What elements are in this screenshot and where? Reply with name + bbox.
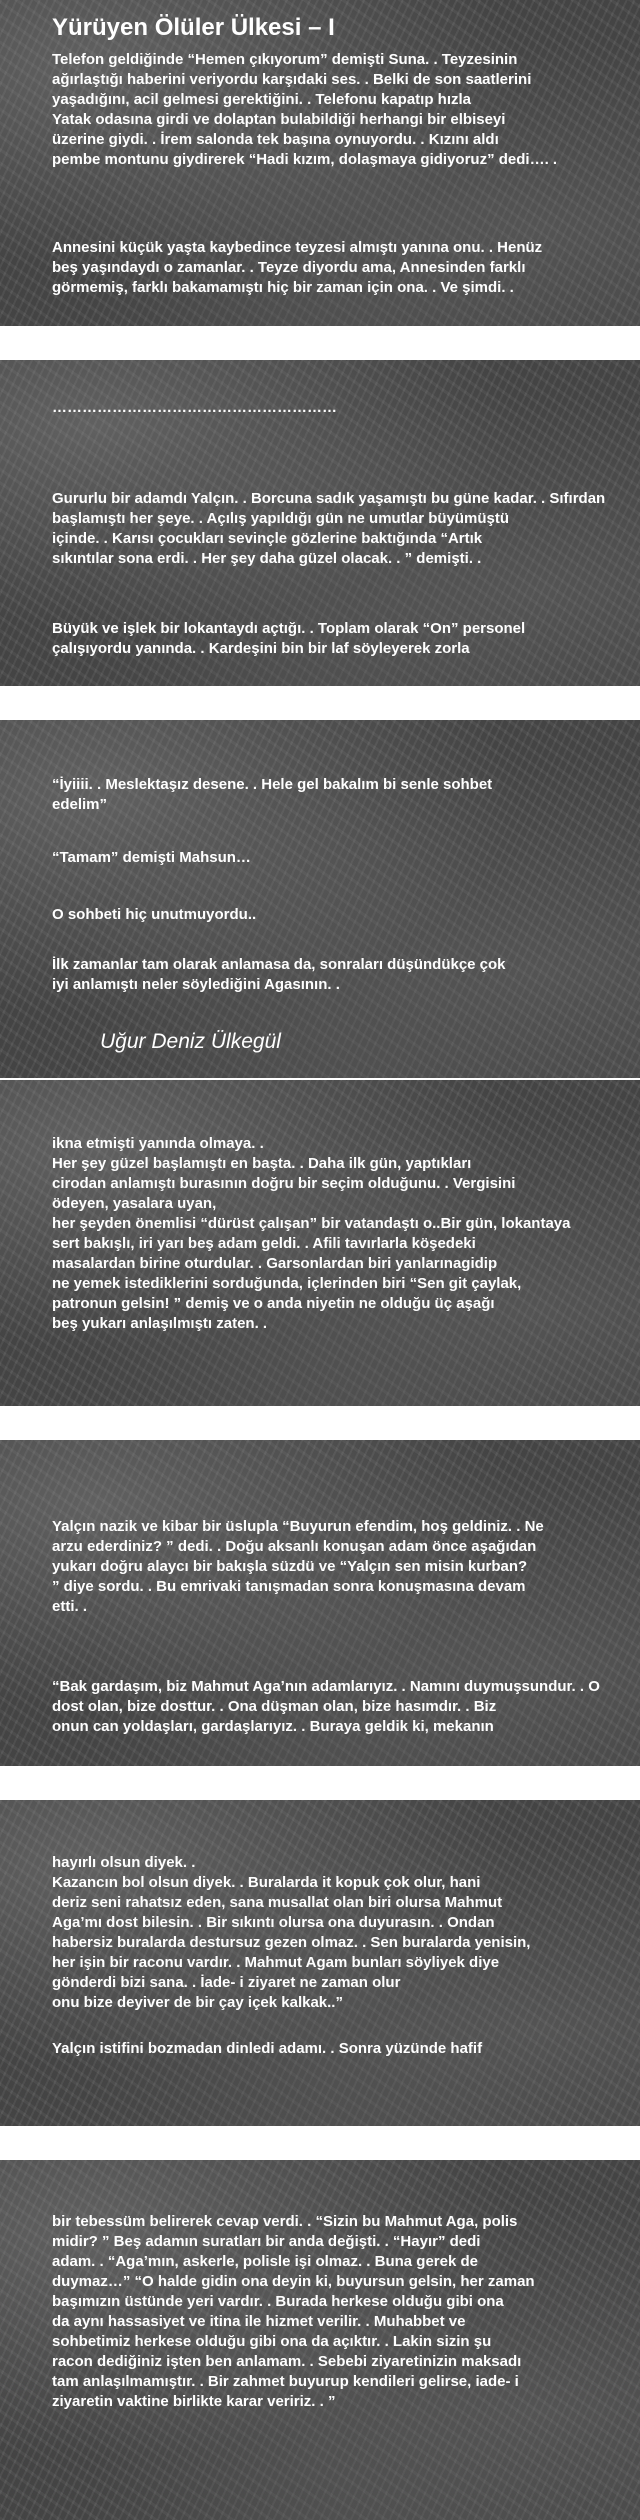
text-panel-7 (0, 2160, 640, 2520)
paragraph: bir tebessüm belirerek cevap verdi. . “Sizin bu Mahmut Aga, polis midir? ” Beş adamın suratları bir anda değişti. . “Hayır” dedi adam. . “Aga’mın, askerle, polisle işi olmaz. . Buna gerek de duymaz…” “O halde gidin ona deyin ki, buyursun gelsin, her zaman başımızın üstünde yeri vardır. . Burada herkese olduğu gibi ona da aynı hassasiyet ve itina ile hizmet verilir. . Muhabbet ve sohbetimiz herkese olduğu gibi ona da açıktır. . Lakin sizin şu racon dediğiniz işten ben anlamam. . Sebebi ziyaretinizin maksadı tam anlaşılmamıştır. . Bir zahmet buyurup kendileri gelirse, iade- i ziyaretin vaktine birlikte karar veririz. . ” (52, 2213, 535, 2410)
text-panel-5 (0, 1440, 640, 1766)
text-panel-2 (0, 360, 640, 686)
paragraph: Yalçın nazik ve kibar bir üslupla “Buyurun efendim, hoş geldiniz. . Ne arzu ederdiniz? ” dedi. . Doğu aksanlı konuşan adam önce aşağıdan yukarı doğru alaycı bir bakışla süzdü ve “Yalçın sen misin kurban? ” diye sordu. . Bu emrivaki tanışmadan sonra konuşmasına devam etti. . (52, 1518, 544, 1615)
paragraph: hayırlı olsun diyek. . Kazancın bol olsun diyek. . Buralarda it kopuk çok olur, hani deriz seni rahatsız eden, sana musallat olan biri olursa Mahmut Aga’mı dost bilesin. . Bir sıkıntı olursa ona duyurasın. . Ondan habersiz buralarda destursuz gezen olmaz. . Sen buralarda yenisin, her işin bir raconu vardır. . Mahmut Agam bunları söyliyek diye gönderdi bizi sana. . İade- i ziyaret ne zaman olur onu bize deyiver de bir çay içek kalkak..” (52, 1854, 531, 2011)
paragraph: Gururlu bir adamdı Yalçın. . Borcuna sadık yaşamıştı bu güne kadar. . Sıfırdan başlamıştı her şeye. . Açılış yapıldığı gün ne umutlar büyümüştü içinde. . Karısı çocukları sevinçle gözlerine baktığında “Artık sıkıntılar sona erdi. . Her şey daha güzel olacak. . ” demişti. . (52, 490, 606, 567)
paragraph: “Bak gardaşım, biz Mahmut Aga’nın adamlarıyız. . Namını duymuşsundur. . O dost olan, bize dosttur. . Ona düşman olan, bize hasımdır. . Biz onun can yoldaşları, gardaşlarıyız. . Buraya geldik ki, mekanın (52, 1678, 600, 1735)
paragraph: İlk zamanlar tam olarak anlamasa da, sonraları düşündükçe çok iyi anlamıştı neler söylediğini Agasının. . (52, 956, 506, 993)
paragraph: ikna etmişti yanında olmaya. . Her şey güzel başlamıştı en başta. . Daha ilk gün, yaptıkları cirodan anlamıştı burasının doğru bir seçim olduğunu. . Vergisini ödeyen, yasalara uyan, her şeyden önemlisi “dürüst çalışan” bir vatandaştı o..Bir gün, lokantaya sert bakışlı, iri yarı beş adam geldi. . Afili tavırlarla köşedeki masalardan birine oturdular. . Garsonlardan biri yanlarınagidip ne yemek istediklerini sorduğunda, içlerinden biri “Sen git çaylak, patronun gelsin! ” demiş ve o anda niyetin ne olduğu üç aşağı beş yukarı anlaşılmıştı zaten. . (52, 1135, 571, 1332)
paragraph: Yalçın istifini bozmadan dinledi adamı. . Sonra yüzünde hafif (52, 2040, 483, 2057)
paragraph: O sohbeti hiç unutmuyordu.. (52, 906, 257, 923)
paragraph: “Tamam” demişti Mahsun… (52, 849, 251, 866)
paragraph: Annesini küçük yaşta kaybedince teyzesi almıştı yanına onu. . Henüz beş yaşındaydı o zamanlar. . Teyze diyordu ama, Annesinden farklı görmemiş, farklı bakamamıştı hiç bir zaman için ona. . Ve şimdi. . (52, 239, 543, 296)
page-title: Yürüyen Ölüler Ülkesi – I (52, 14, 335, 41)
separator-dots: ………………………………………………… (52, 399, 337, 416)
text-panel-6 (0, 1800, 640, 2126)
paragraph: “İyiiii. . Meslektaşız desene. . Hele gel bakalım bi senle sohbet edelim” (52, 776, 493, 813)
text-panel-1 (0, 0, 640, 326)
text-panel-4 (0, 1080, 640, 1406)
text-panel-3 (0, 720, 640, 1078)
paragraph: Telefon geldiğinde “Hemen çıkıyorum” demişti Suna. . Teyzesinin ağırlaştığı haberini veriyordu karşıdaki ses. . Belki de son saatlerini yaşadığını, acil gelmesi gerektiğini. . Telefonu kapatıp hızla Yatak odasına girdi ve dolaptan bulabildiği herhangi bir elbiseyi üzerine giydi. . İrem salonda tek başına oynuyordu. . Kızını aldı pembe montunu giydirerek “Hadi kızım, dolaşmaya gidiyoruz” dedi…. . (52, 51, 558, 168)
paragraph: Büyük ve işlek bir lokantaydı açtığı. . Toplam olarak “On” personel çalışıyordu yanında. . Kardeşini bin bir laf söyleyerek zorla (52, 620, 526, 657)
author-name: Uğur Deniz Ülkegül (100, 1030, 281, 1053)
